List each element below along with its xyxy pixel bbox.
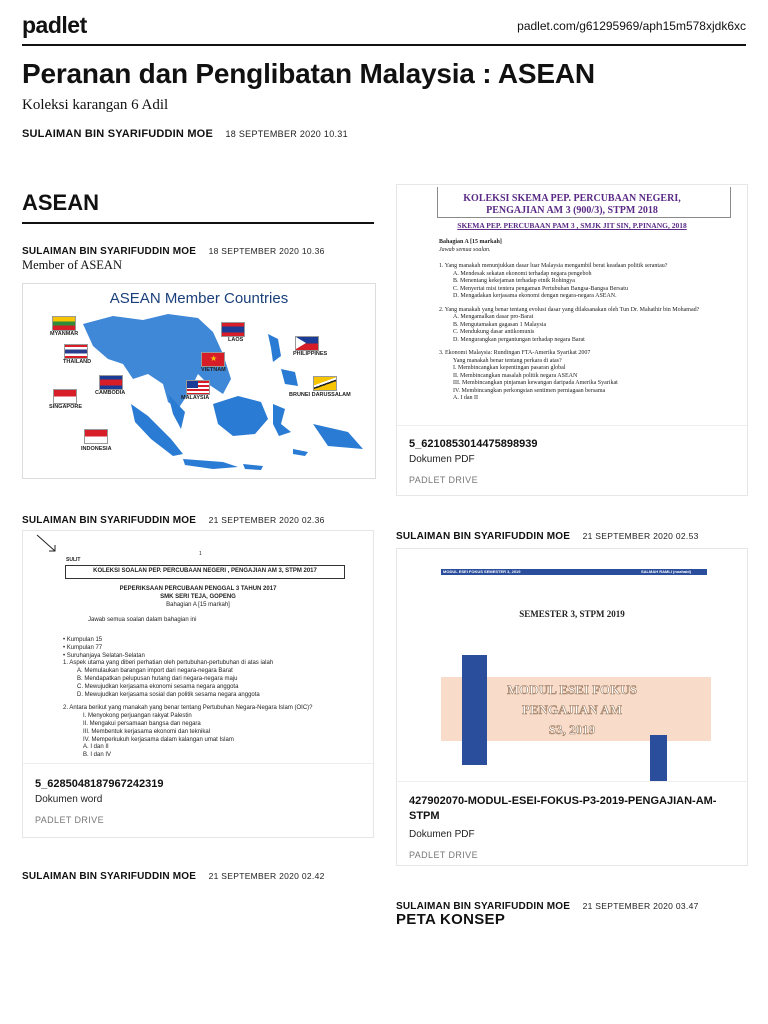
header-divider xyxy=(22,44,746,46)
attachment-source: PADLET DRIVE xyxy=(35,815,104,825)
asean-map-image[interactable] xyxy=(22,283,376,479)
attachment-card[interactable] xyxy=(22,530,374,838)
post-date: 21 SEPTEMBER 2020 02.36 xyxy=(208,515,325,525)
attachment-info xyxy=(23,763,373,825)
doc-heading: Bahagian A [15 markah] xyxy=(166,602,230,608)
attachment-type: Dokumen PDF xyxy=(409,454,475,465)
document-preview xyxy=(397,549,747,781)
attachment-filename[interactable]: 5_6210853014475898939 xyxy=(409,438,538,450)
attachment-info xyxy=(397,781,747,860)
country-label: SINGAPORE xyxy=(49,404,83,410)
doc-title: PENGAJIAN AM 3 (900/3), STPM 2018 xyxy=(486,205,658,216)
cambodia-flag-icon xyxy=(99,375,123,390)
post-meta xyxy=(22,510,325,528)
padlet-url[interactable]: padlet.com/g61295969/aph15m578xjdk6xc xyxy=(517,19,746,33)
post-date: 21 SEPTEMBER 2020 02.42 xyxy=(208,871,325,881)
page-title: Peranan dan Penglibatan Malaysia : ASEAN xyxy=(22,58,595,89)
document-preview xyxy=(397,185,747,425)
attachment-card[interactable] xyxy=(396,548,748,866)
post-author: SULAIMAN BIN SYARIFUDDIN MOE xyxy=(22,871,197,882)
doc-instruction: Jawab semua soalan. xyxy=(439,247,491,253)
country-label: MYANMAR xyxy=(50,331,79,337)
post-meta xyxy=(22,866,325,884)
attachment-type: Dokumen PDF xyxy=(409,828,475,840)
cover-title: MODUL ESEI FOKUS xyxy=(506,682,638,697)
post-author: SULAIMAN BIN SYARIFUDDIN MOE xyxy=(22,246,197,257)
cover-title: PENGAJIAN AM xyxy=(521,702,623,717)
cover-title: S3, 2019 xyxy=(548,722,596,737)
brunei-flag-icon xyxy=(313,376,337,391)
page-author: SULAIMAN BIN SYARIFUDDIN MOE xyxy=(22,128,213,140)
doc-heading: SMK SERI TEJA, GOPENG xyxy=(160,594,236,600)
country-label: LAOS xyxy=(228,337,244,343)
malaysia-flag-icon xyxy=(186,380,210,395)
page-date: 18 SEPTEMBER 2020 10.31 xyxy=(225,129,348,139)
singapore-flag-icon xyxy=(53,389,77,404)
attachment-filename[interactable]: 427902070-MODUL-ESEI-FOKUS-P3-2019-PENGAJIAN-AM-STPM xyxy=(409,795,717,823)
attachment-info xyxy=(397,425,747,485)
attachment-filename[interactable]: 5_6285048187967242319 xyxy=(35,778,164,790)
country-label: PHILIPPINES xyxy=(293,351,328,357)
map-title: ASEAN Member Countries xyxy=(109,290,289,307)
doc-bullets: • Kumpulan 15 • Kumpulan 77 • Suruhanjaya Selatan-Selatan 1. Aspek utama yang diberi perhatian oleh pertubuhan-pertubuhan di atas ialah A. Memulaukan barangan import dari negara-negara Barat B. Mendapatkan pelupusan hutang dari negara-negara maju C. Mewujudkan kerjasama ekonomi sesama negara anggota D. Mewujudkan kerjasama sosial dan politik sesama negara anggota 2. Antara berikut yang manakah yang benar tentang Pertubuhan Negara-Negara Islam (OIC)? I. Menyokong perjuangan rakyat Palestin II. Mengakui persamaan bangsa dan negara III. Membentuk kerjasama ekonomi dan teknikal IV. Memperkukuh kerjasama dalam kalangan umat Islam A. I dan II B. I dan IV xyxy=(63,637,313,759)
doc-page-number: 1 xyxy=(199,551,202,557)
section-title: ASEAN xyxy=(22,190,374,224)
laos-flag-icon xyxy=(221,322,245,337)
vietnam-flag-icon: ★ xyxy=(201,352,225,367)
doc-band-text: MODUL ESEI FOKUS SEMESTER 3, 2019 xyxy=(443,569,521,574)
post-body: Member of ASEAN xyxy=(22,258,122,272)
country-label: VIETNAM xyxy=(201,367,226,373)
country-label: THAILAND xyxy=(63,359,92,365)
post-date: 18 SEPTEMBER 2020 10.36 xyxy=(208,246,325,256)
padlet-logo[interactable]: padlet xyxy=(22,12,87,38)
post-author: SULAIMAN BIN SYARIFUDDIN MOE xyxy=(396,901,571,912)
post-meta xyxy=(396,526,699,544)
thailand-flag-icon xyxy=(64,344,88,359)
country-label: INDONESIA xyxy=(81,446,112,452)
doc-subtitle: SKEMA PEP. PERCUBAAN PAM 3 , SMJK JIT SIN, P.PINANG, 2018 xyxy=(457,221,687,230)
attachment-type: Dokumen word xyxy=(35,794,103,805)
attachment-source: PADLET DRIVE xyxy=(409,475,478,485)
doc-section: Bahagian A [15 markah] xyxy=(439,239,502,245)
doc-title: KOLEKSI SOALAN PEP. PERCUBAAN NEGERI , PENGAJIAN AM 3, STPM 2017 xyxy=(93,568,317,574)
doc-band-text: SALMAH RAMLI (noahaid) xyxy=(641,569,691,574)
myanmar-flag-icon xyxy=(52,316,76,331)
post-meta xyxy=(22,241,325,259)
doc-semester: SEMESTER 3, STPM 2019 xyxy=(519,609,625,619)
cover-bar xyxy=(650,735,667,781)
doc-questions: 1. Yang manakah menunjukkan dasar luar Malaysia mengambil berat keadaan politik serantau? A. Mendesak sekatan ekonomi terhadap negara pengeboh B. Menentang kekejaman terhadap etnik Rohingya C. Menyertai misi tentera pengaman Pertubuhan Bangsa-Bangsa Bersatu D. Mengadakan kerjasama ekonomi dengan negara-negara ASEAN. 2. Yang manakah yang benar tentang evolusi dasar yang dilaksanakan oleh Tun Dr. Mahathir bin Mohamad? A. Mengamalkan dasar pro-Barat B. Mengutamakan gagasan 1 Malaysia C. Mendukung dasar antikomunis D. Mengurangkan pergantungan terhadap negara Barat 3. Ekonomi Malaysia: Rundingan FTA-Amerika Syarikat 2007 Yang manakah benar tentang perkara di atas? I. Membincangkan kepentingan pasaran global II. Membincangkan masalah politik negara ASEAN III. Membincangkan pinjaman kewangan daripada Amerika Syarikat IV. Membincangkan perkongsian sentimen perniagaan bersama A. I dan II xyxy=(439,263,700,401)
attachment-source: PADLET DRIVE xyxy=(409,849,478,860)
doc-heading: PEPERIKSAAN PERCUBAAN PENGGAL 3 TAHUN 2017 xyxy=(119,586,277,592)
post-date: 21 SEPTEMBER 2020 02.53 xyxy=(582,531,699,541)
doc-title: KOLEKSI SKEMA PEP. PERCUBAAN NEGERI, xyxy=(463,193,681,204)
page-subtitle: Koleksi karangan 6 Adil xyxy=(22,97,169,113)
document-preview xyxy=(23,531,373,763)
indonesia-flag-icon xyxy=(84,429,108,444)
country-label: CAMBODIA xyxy=(95,390,126,396)
post-author: SULAIMAN BIN SYARIFUDDIN MOE xyxy=(22,515,197,526)
post-date: 21 SEPTEMBER 2020 03.47 xyxy=(582,901,699,911)
attachment-card[interactable] xyxy=(396,184,748,496)
post-title: PETA KONSEP xyxy=(396,911,506,928)
page-meta xyxy=(22,124,348,142)
philippines-flag-icon xyxy=(295,336,319,351)
post-author: SULAIMAN BIN SYARIFUDDIN MOE xyxy=(396,531,571,542)
doc-instruction: Jawab semua soalan dalam bahagian ini xyxy=(88,617,197,623)
arrow-icon xyxy=(35,533,65,557)
country-label: MALAYSIA xyxy=(181,395,210,401)
doc-title-box xyxy=(65,565,345,579)
doc-header: SULIT xyxy=(66,557,81,563)
country-label: BRUNEI DARUSSALAM xyxy=(289,392,351,398)
